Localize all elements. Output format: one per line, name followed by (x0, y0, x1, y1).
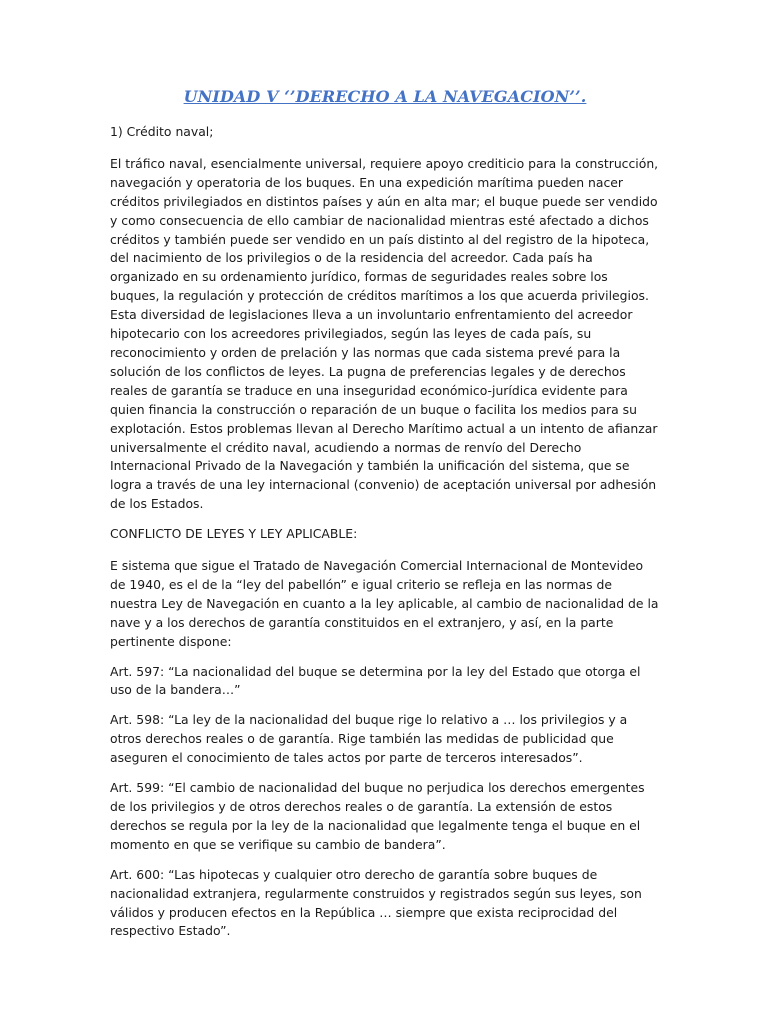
document-body (110, 84, 660, 952)
section-label: 1) Crédito naval; (110, 124, 214, 139)
article-600: Art. 600: “Las hipotecas y cualquier otro derecho de garantía sobre buques de nacionalidad extranjera, regularmente construidos y registrados según sus leyes, son válidos y producen efectos en la República … siempre que exista reciprocidad del respectivo Estado”. (110, 866, 642, 939)
article-597: Art. 597: “La nacionalidad del buque se determina por la ley del Estado que otorga el uso de la bandera…” (110, 663, 641, 698)
paragraph-credito-naval: El tráfico naval, esencialmente universal, requiere apoyo crediticio para la construcción, navegación y operatoria de los buques. En una expedición marítima pueden nacer créditos privilegiados en distintos países y aún en alta mar; el buque puede ser vendido y como consecuencia de ello cambiar de nacionalidad mientras esté afectado a dichos créditos y también puede ser vendido en un país distinto al del registro de la hipoteca, del nacimiento de los privilegios o de la residencia del acreedor. Cada país ha organizado en su ordenamiento jurídico, formas de seguridades reales sobre los buques, la regulación y protección de créditos marítimos a los que acuerda privilegios. Esta diversidad de legislaciones lleva a un involuntario enfrentamiento del acreedor hipotecario con los acreedores privilegiados, según las leyes de cada país, su reconocimiento y orden de prelación y las normas que cada sistema prevé para la solución de los conflictos de leyes. La pugna de preferencias legales y de derechos reales de garantía se traduce en una inseguridad económico-jurídica evidente para quien financia la construcción o reparación de un buque o facilita los medios para su explotación. Estos problemas llevan al Derecho Marítimo actual a un intento de afianzar universalmente el crédito naval, acudiendo a normas de renvío del Derecho Internacional Privado de la Navegación y también la unificación del sistema, que se logra a través de una ley internacional (convenio) de aceptación universal por adhesión de los Estados. (110, 155, 659, 512)
article-598: Art. 598: “La ley de la nacionalidad del buque rige lo relativo a … los privilegios y a otros derechos reales o de garantía. Rige también las medidas de publicidad que aseguren el conocimiento de tales actos por parte de terceros interesados”. (110, 712, 628, 766)
document-title: UNIDAD V ‘’DERECHO A LA NAVEGACION’’. (183, 87, 587, 106)
paragraph-sistema: E sistema que sigue el Tratado de Navegación Comercial Internacional de Montevideo de 1940, es el de la “ley del pabellón” e igual criterio se refleja en las normas de nuestra Ley de Navegación en cuanto a la ley aplicable, al cambio de nacionalidad de la nave y a los derechos de garantía constituidos en el extranjero, y así, en la parte pertinente dispone: (110, 558, 659, 649)
section-heading-conflicto: CONFLICTO DE LEYES Y LEY APLICABLE: (110, 526, 358, 542)
article-599: Art. 599: “El cambio de nacionalidad del buque no perjudica los derechos emergentes de los privilegios y de otros derechos reales o de garantía. La extensión de estos derechos se regula por la ley de la nacionalidad que legalmente tenga el buque en el momento en que se verifique su cambio de bandera”. (110, 780, 645, 852)
